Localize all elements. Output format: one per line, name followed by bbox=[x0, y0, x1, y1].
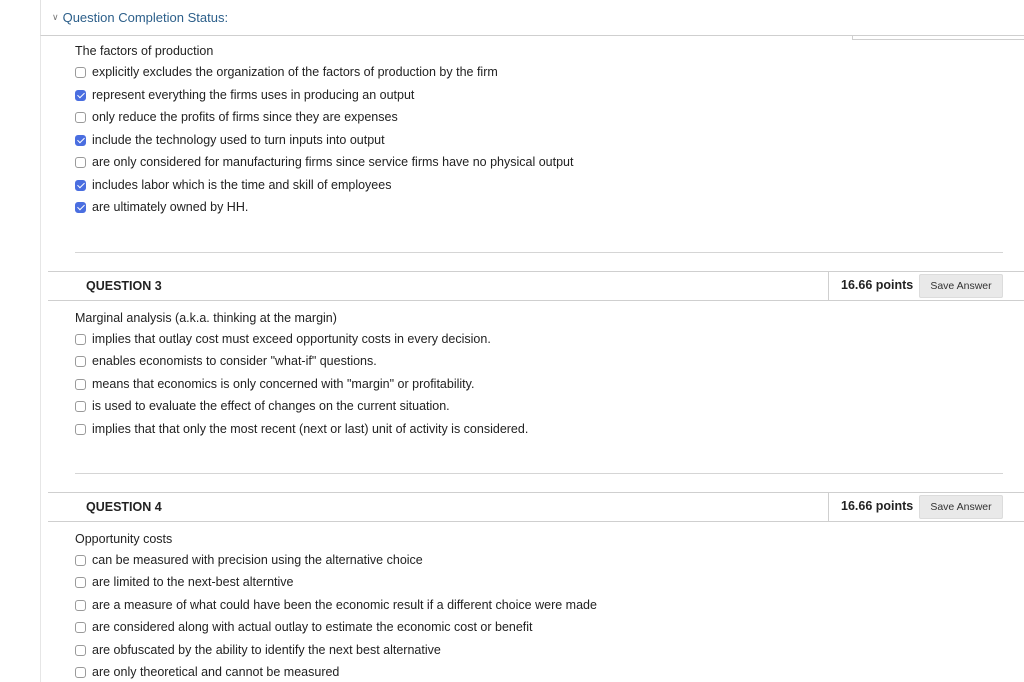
question-4-option[interactable] bbox=[75, 596, 597, 614]
question-2-option[interactable] bbox=[75, 198, 248, 216]
checkbox[interactable] bbox=[75, 645, 86, 656]
checkbox[interactable] bbox=[75, 667, 86, 678]
checkbox-checked[interactable] bbox=[75, 180, 86, 191]
question-2-prompt: The factors of production bbox=[75, 44, 214, 58]
question-3-option[interactable] bbox=[75, 330, 491, 348]
option-label: include the technology used to turn inputs into output bbox=[92, 133, 385, 147]
question-4-option[interactable] bbox=[75, 573, 294, 591]
question-2-option[interactable] bbox=[75, 86, 414, 104]
option-label: can be measured with precision using the alternative choice bbox=[92, 553, 423, 567]
option-label: explicitly excludes the organization of the factors of production by the firm bbox=[92, 65, 498, 79]
question-3-option[interactable] bbox=[75, 352, 377, 370]
question-4-header bbox=[48, 492, 1024, 522]
option-label: is used to evaluate the effect of changes on the current situation. bbox=[92, 399, 450, 413]
question-4-points: 16.66 points bbox=[841, 499, 914, 513]
question-4-save-button[interactable]: Save Answer bbox=[919, 495, 1003, 519]
completion-status-toggle[interactable] bbox=[52, 10, 228, 25]
option-label: means that economics is only concerned with "margin" or profitability. bbox=[92, 377, 475, 391]
question-2-option[interactable] bbox=[75, 176, 391, 194]
checkbox[interactable] bbox=[75, 379, 86, 390]
checkbox[interactable] bbox=[75, 356, 86, 367]
question-3-option[interactable] bbox=[75, 375, 474, 393]
left-border bbox=[40, 36, 41, 682]
status-tab-edge bbox=[852, 36, 1024, 40]
checkbox[interactable] bbox=[75, 577, 86, 588]
chevron-down-icon: ∨ bbox=[52, 12, 59, 22]
option-label: are ultimately owned by HH. bbox=[92, 200, 249, 214]
question-3-points-box bbox=[828, 271, 1024, 301]
question-3-option[interactable] bbox=[75, 397, 450, 415]
question-3-save-button[interactable]: Save Answer bbox=[919, 274, 1003, 298]
question-4-option[interactable] bbox=[75, 551, 423, 569]
checkbox[interactable] bbox=[75, 424, 86, 435]
checkbox-checked[interactable] bbox=[75, 202, 86, 213]
question-4-option[interactable] bbox=[75, 663, 339, 681]
checkbox[interactable] bbox=[75, 157, 86, 168]
question-divider bbox=[75, 252, 1003, 253]
option-label: are a measure of what could have been the economic result if a different choice were made bbox=[92, 598, 597, 612]
question-2-option[interactable] bbox=[75, 108, 398, 126]
question-4-option[interactable] bbox=[75, 618, 533, 636]
option-label: are only theoretical and cannot be measured bbox=[92, 665, 340, 679]
checkbox-checked[interactable] bbox=[75, 135, 86, 146]
question-2-option[interactable] bbox=[75, 153, 573, 171]
question-3-title: QUESTION 3 bbox=[86, 279, 162, 293]
option-label: only reduce the profits of firms since they are expenses bbox=[92, 110, 398, 124]
option-label: represent everything the firms uses in producing an output bbox=[92, 88, 415, 102]
option-label: includes labor which is the time and skill of employees bbox=[92, 178, 392, 192]
checkbox[interactable] bbox=[75, 112, 86, 123]
checkbox[interactable] bbox=[75, 555, 86, 566]
question-2-option[interactable] bbox=[75, 131, 385, 149]
question-3-option[interactable] bbox=[75, 420, 528, 438]
question-3-prompt: Marginal analysis (a.k.a. thinking at the margin) bbox=[75, 311, 337, 325]
checkbox[interactable] bbox=[75, 600, 86, 611]
question-4-option[interactable] bbox=[75, 641, 441, 659]
option-label: implies that outlay cost must exceed opportunity costs in every decision. bbox=[92, 332, 491, 346]
question-2-option[interactable] bbox=[75, 63, 498, 81]
question-3-points: 16.66 points bbox=[841, 278, 914, 292]
option-label: are limited to the next-best alterntive bbox=[92, 575, 294, 589]
option-label: enables economists to consider "what-if" questions. bbox=[92, 354, 377, 368]
checkbox[interactable] bbox=[75, 67, 86, 78]
option-label: are considered along with actual outlay to estimate the economic cost or benefit bbox=[92, 620, 533, 634]
checkbox-checked[interactable] bbox=[75, 90, 86, 101]
question-4-prompt: Opportunity costs bbox=[75, 532, 173, 546]
question-4-points-box bbox=[828, 492, 1024, 522]
checkbox[interactable] bbox=[75, 622, 86, 633]
question-4-title: QUESTION 4 bbox=[86, 500, 162, 514]
question-3-header bbox=[48, 271, 1024, 301]
option-label: implies that that only the most recent (next or last) unit of activity is considered. bbox=[92, 422, 529, 436]
question-divider bbox=[75, 473, 1003, 474]
checkbox[interactable] bbox=[75, 401, 86, 412]
option-label: are only considered for manufacturing firms since service firms have no physical output bbox=[92, 155, 574, 169]
option-label: are obfuscated by the ability to identify the next best alternative bbox=[92, 643, 441, 657]
checkbox[interactable] bbox=[75, 334, 86, 345]
completion-status-label: Question Completion Status: bbox=[62, 10, 229, 25]
